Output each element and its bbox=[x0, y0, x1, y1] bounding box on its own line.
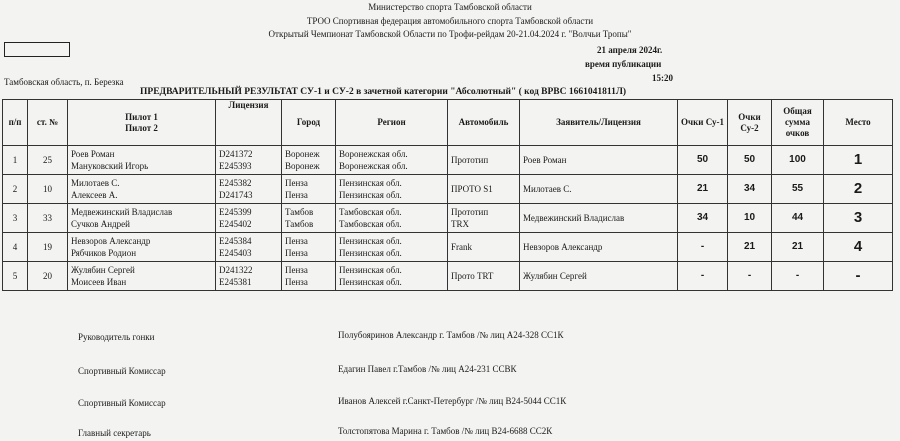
table-row bbox=[3, 233, 893, 262]
row-np: 2 bbox=[3, 175, 28, 204]
table-row bbox=[3, 262, 893, 291]
row-np: 1 bbox=[3, 146, 28, 175]
row-np: 5 bbox=[3, 262, 28, 291]
row-start-number: 10 bbox=[28, 175, 68, 204]
region-2: Воронежская обл. bbox=[339, 161, 408, 171]
row-total: 55 bbox=[772, 175, 824, 204]
row-entrant: Роев Роман bbox=[520, 146, 678, 175]
car-1: Прототип bbox=[451, 207, 489, 217]
city-1: Тамбов bbox=[285, 207, 314, 217]
row-total: 21 bbox=[772, 233, 824, 262]
city-1: Пенза bbox=[285, 265, 308, 275]
col-pilot-2: Пилот 2 bbox=[125, 122, 158, 133]
pilot-2: Сучков Андрей bbox=[71, 219, 130, 229]
pilot-1: Медвежинский Владислав bbox=[71, 207, 173, 217]
row-total: 44 bbox=[772, 204, 824, 233]
race-director-role: Руководитель гонки bbox=[78, 332, 155, 342]
license-1: E245384 bbox=[219, 236, 252, 246]
region-2: Тамбовская обл. bbox=[339, 219, 402, 229]
row-city bbox=[282, 204, 336, 233]
ministry-line: Министерство спорта Тамбовской области bbox=[368, 2, 532, 12]
secretary-role: Главный секретарь bbox=[78, 428, 151, 438]
row-pilots bbox=[68, 233, 216, 262]
row-license bbox=[216, 175, 282, 204]
pilot-1: Жулябин Сергей bbox=[71, 265, 135, 275]
row-region bbox=[336, 233, 448, 262]
license-1: D241372 bbox=[219, 149, 253, 159]
pilot-2: Алексеев А. bbox=[71, 190, 118, 200]
license-2: D241743 bbox=[219, 190, 253, 200]
col-pilots bbox=[68, 100, 216, 146]
col-su2: Очки Су-2 bbox=[728, 100, 772, 146]
steward-1-role: Спортивный Комиссар bbox=[78, 366, 166, 376]
row-pilots bbox=[68, 146, 216, 175]
row-su1: 34 bbox=[678, 204, 728, 233]
row-su1: 21 bbox=[678, 175, 728, 204]
license-1: D241322 bbox=[219, 265, 253, 275]
row-license bbox=[216, 204, 282, 233]
row-pilots bbox=[68, 204, 216, 233]
row-car bbox=[448, 146, 520, 175]
pilot-1: Милотаев С. bbox=[71, 178, 120, 188]
steward-2-role: Спортивный Комиссар bbox=[78, 398, 166, 408]
city-1: Пенза bbox=[285, 178, 308, 188]
col-entrant: Заявитель/Лицензия bbox=[520, 100, 678, 146]
row-start-number: 20 bbox=[28, 262, 68, 291]
car-1: Прототип bbox=[451, 155, 489, 165]
row-su1: 50 bbox=[678, 146, 728, 175]
col-su1: Очки Су-1 bbox=[678, 100, 728, 146]
row-entrant: Жулябин Сергей bbox=[520, 262, 678, 291]
row-pilots bbox=[68, 262, 216, 291]
empty-box bbox=[4, 42, 70, 57]
event-line: Открытый Чемпионат Тамбовской Области по Трофи-рейдам 20-21.04.2024 г. "Волчьи Тропы" bbox=[268, 29, 632, 39]
pilot-1: Роев Роман bbox=[71, 149, 115, 159]
region-2: Пензинская обл. bbox=[339, 277, 402, 287]
row-region bbox=[336, 204, 448, 233]
license-2: E245393 bbox=[219, 161, 252, 171]
col-car: Автомобиль bbox=[448, 100, 520, 146]
row-place: 1 bbox=[824, 146, 893, 175]
col-place: Место bbox=[824, 100, 893, 146]
row-city bbox=[282, 175, 336, 204]
row-total: - bbox=[772, 262, 824, 291]
row-total: 100 bbox=[772, 146, 824, 175]
row-car bbox=[448, 262, 520, 291]
date: 21 апреля 2024г. bbox=[597, 45, 663, 55]
region-2: Пензинская обл. bbox=[339, 190, 402, 200]
city-2: Тамбов bbox=[285, 219, 314, 229]
row-place: 2 bbox=[824, 175, 893, 204]
row-su2: 21 bbox=[728, 233, 772, 262]
row-start-number: 25 bbox=[28, 146, 68, 175]
row-entrant: Милотаев С. bbox=[520, 175, 678, 204]
region-1: Пензинская обл. bbox=[339, 178, 402, 188]
car-1: ПРОТО S1 bbox=[451, 184, 493, 194]
row-su2: 34 bbox=[728, 175, 772, 204]
row-license bbox=[216, 233, 282, 262]
row-su2: - bbox=[728, 262, 772, 291]
region-2: Пензинская обл. bbox=[339, 248, 402, 258]
row-region bbox=[336, 146, 448, 175]
city-2: Воронеж bbox=[285, 161, 320, 171]
row-region bbox=[336, 262, 448, 291]
col-region: Регион bbox=[336, 100, 448, 146]
region-1: Пензинская обл. bbox=[339, 236, 402, 246]
region-1: Воронежская обл. bbox=[339, 149, 408, 159]
publication-time: 15:20 bbox=[652, 73, 673, 83]
table-row bbox=[3, 204, 893, 233]
car-1: Прото TRT bbox=[451, 271, 494, 281]
license-2: E245402 bbox=[219, 219, 252, 229]
col-start-number: ст. № bbox=[28, 100, 68, 146]
pilot-1: Невзоров Александр bbox=[71, 236, 151, 246]
row-license bbox=[216, 262, 282, 291]
row-np: 3 bbox=[3, 204, 28, 233]
row-car bbox=[448, 175, 520, 204]
secretary-name: Толстопятова Марина г. Тамбов /№ лиц В24-6688 СС2К bbox=[338, 426, 553, 436]
row-city bbox=[282, 146, 336, 175]
table-row bbox=[3, 175, 893, 204]
license-2: E245403 bbox=[219, 248, 252, 258]
city-2: Пенза bbox=[285, 277, 308, 287]
row-su1: - bbox=[678, 262, 728, 291]
results-table bbox=[2, 99, 893, 291]
row-start-number: 33 bbox=[28, 204, 68, 233]
row-place: 3 bbox=[824, 204, 893, 233]
row-car bbox=[448, 233, 520, 262]
row-entrant: Медвежинский Владислав bbox=[520, 204, 678, 233]
row-np: 4 bbox=[3, 233, 28, 262]
car-1: Frank bbox=[451, 242, 472, 252]
license-1: E245382 bbox=[219, 178, 252, 188]
city-2: Пенза bbox=[285, 190, 308, 200]
col-pilot-1: Пилот 1 bbox=[125, 111, 158, 122]
table-header-row bbox=[3, 100, 893, 146]
steward-1-name: Едагин Павел г.Тамбов /№ лиц А24-231 ССВК bbox=[338, 364, 517, 374]
row-car bbox=[448, 204, 520, 233]
row-su2: 50 bbox=[728, 146, 772, 175]
federation-line: ТРОО Спортивная федерация автомобильного спорта Тамбовской области bbox=[306, 16, 594, 26]
license-1: E245399 bbox=[219, 207, 252, 217]
location: Тамбовская область, п. Березка bbox=[4, 77, 124, 87]
publication-label: время публикации bbox=[585, 59, 662, 69]
license-2: E245381 bbox=[219, 277, 252, 287]
col-license: Лицензия bbox=[216, 100, 282, 146]
region-1: Тамбовская обл. bbox=[339, 207, 402, 217]
row-entrant: Невзоров Александр bbox=[520, 233, 678, 262]
city-1: Пенза bbox=[285, 236, 308, 246]
row-license bbox=[216, 146, 282, 175]
row-city bbox=[282, 262, 336, 291]
table-row bbox=[3, 146, 893, 175]
pilot-2: Моисеев Иван bbox=[71, 277, 127, 287]
car-2: TRX bbox=[451, 219, 469, 229]
row-start-number: 19 bbox=[28, 233, 68, 262]
col-city: Город bbox=[282, 100, 336, 146]
col-np: п/п bbox=[3, 100, 28, 146]
row-place: 4 bbox=[824, 233, 893, 262]
city-1: Воронеж bbox=[285, 149, 320, 159]
region-1: Пензинская обл. bbox=[339, 265, 402, 275]
row-pilots bbox=[68, 175, 216, 204]
pilot-2: Мануковский Игорь bbox=[71, 161, 149, 171]
row-su1: - bbox=[678, 233, 728, 262]
pilot-2: Рябчиков Родион bbox=[71, 248, 137, 258]
row-place: - bbox=[824, 262, 893, 291]
race-director-name: Полубояринов Александр г. Тамбов /№ лиц А24-328 СС1К bbox=[338, 330, 564, 340]
results-title: ПРЕДВАРИТЕЛЬНЫЙ РЕЗУЛЬТАТ СУ-1 и СУ-2 в зачетной категории "Абсолютный" ( код ВРВС 1661041811Л) bbox=[140, 87, 627, 97]
col-total: Общая сумма очков bbox=[772, 100, 824, 146]
row-region bbox=[336, 175, 448, 204]
row-city bbox=[282, 233, 336, 262]
steward-2-name: Иванов Алексей г.Санкт-Петербург /№ лиц В24-5044 СС1К bbox=[338, 396, 567, 406]
row-su2: 10 bbox=[728, 204, 772, 233]
city-2: Пенза bbox=[285, 248, 308, 258]
